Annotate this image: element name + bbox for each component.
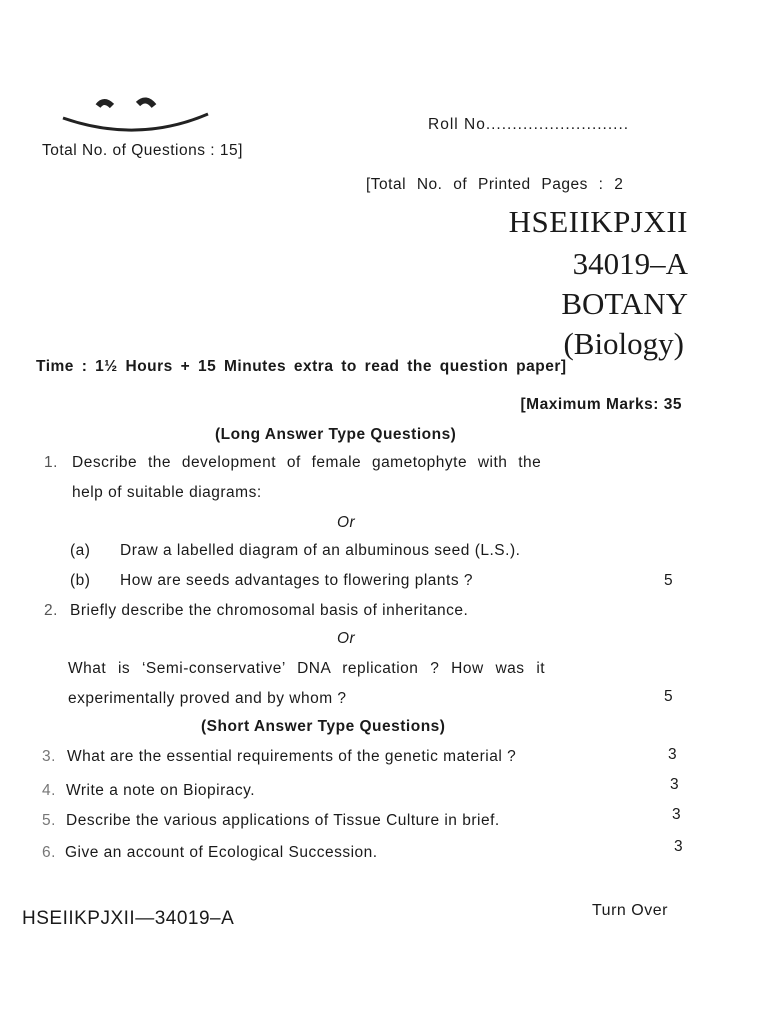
question-text: Describe the various applications of Tissue Culture in brief. [66, 812, 500, 829]
or-separator: Or [337, 630, 356, 647]
sub-question-label: (a) [70, 542, 91, 559]
bleed-through-mark [300, 300, 304, 315]
sub-question-label: (b) [70, 572, 91, 589]
sub-question-text: How are seeds advantages to flowering plants ? [120, 572, 474, 589]
section-heading-short: (Short Answer Type Questions) [201, 718, 446, 735]
subject-subtitle: (Biology) [563, 326, 684, 361]
turn-over-note: Turn Over [592, 902, 668, 919]
seal-arc-graphic [58, 96, 218, 136]
question-text: What is ‘Semi-conservative’ DNA replication ? How was it [68, 660, 546, 677]
question-text: experimentally proved and by whom ? [68, 690, 347, 707]
question-number: 1. [44, 454, 58, 471]
maximum-marks: [Maximum Marks: 35 [520, 396, 682, 413]
question-marks: 5 [664, 572, 674, 589]
time-allowed: Time : 1½ Hours + 15 Minutes extra to read the question paper] [36, 358, 567, 375]
question-text: help of suitable diagrams: [72, 484, 262, 501]
or-separator: Or [337, 514, 356, 531]
total-printed-pages: [Total No. of Printed Pages : 2 [366, 176, 624, 193]
paper-number: 34019–A [572, 246, 688, 281]
total-questions: Total No. of Questions : 15] [42, 142, 243, 159]
question-number: 3. [42, 748, 56, 765]
question-marks: 3 [672, 806, 682, 823]
question-text: Give an account of Ecological Succession. [65, 844, 378, 861]
sub-question-text: Draw a labelled diagram of an albuminous seed (L.S.). [120, 542, 521, 559]
question-number: 6. [42, 844, 56, 861]
question-number: 4. [42, 782, 56, 799]
question-text: Write a note on Biopiracy. [66, 782, 256, 799]
question-marks: 5 [664, 688, 674, 705]
footer-paper-code: HSEIIKPJXII—34019–A [22, 908, 235, 929]
roll-number-field: Roll No........................... [428, 116, 630, 133]
question-text: Describe the development of female gametophyte with the [72, 454, 542, 471]
question-marks: 3 [670, 776, 680, 793]
subject-title: BOTANY [561, 286, 688, 321]
question-text: Briefly describe the chromosomal basis of inheritance. [70, 602, 469, 619]
question-number: 5. [42, 812, 56, 829]
question-text: What are the essential requirements of the genetic material ? [67, 748, 517, 765]
section-heading-long: (Long Answer Type Questions) [215, 426, 457, 443]
question-marks: 3 [668, 746, 678, 763]
paper-code: HSEIIKPJXII [508, 204, 688, 239]
question-marks: 3 [674, 838, 684, 855]
question-number: 2. [44, 602, 58, 619]
